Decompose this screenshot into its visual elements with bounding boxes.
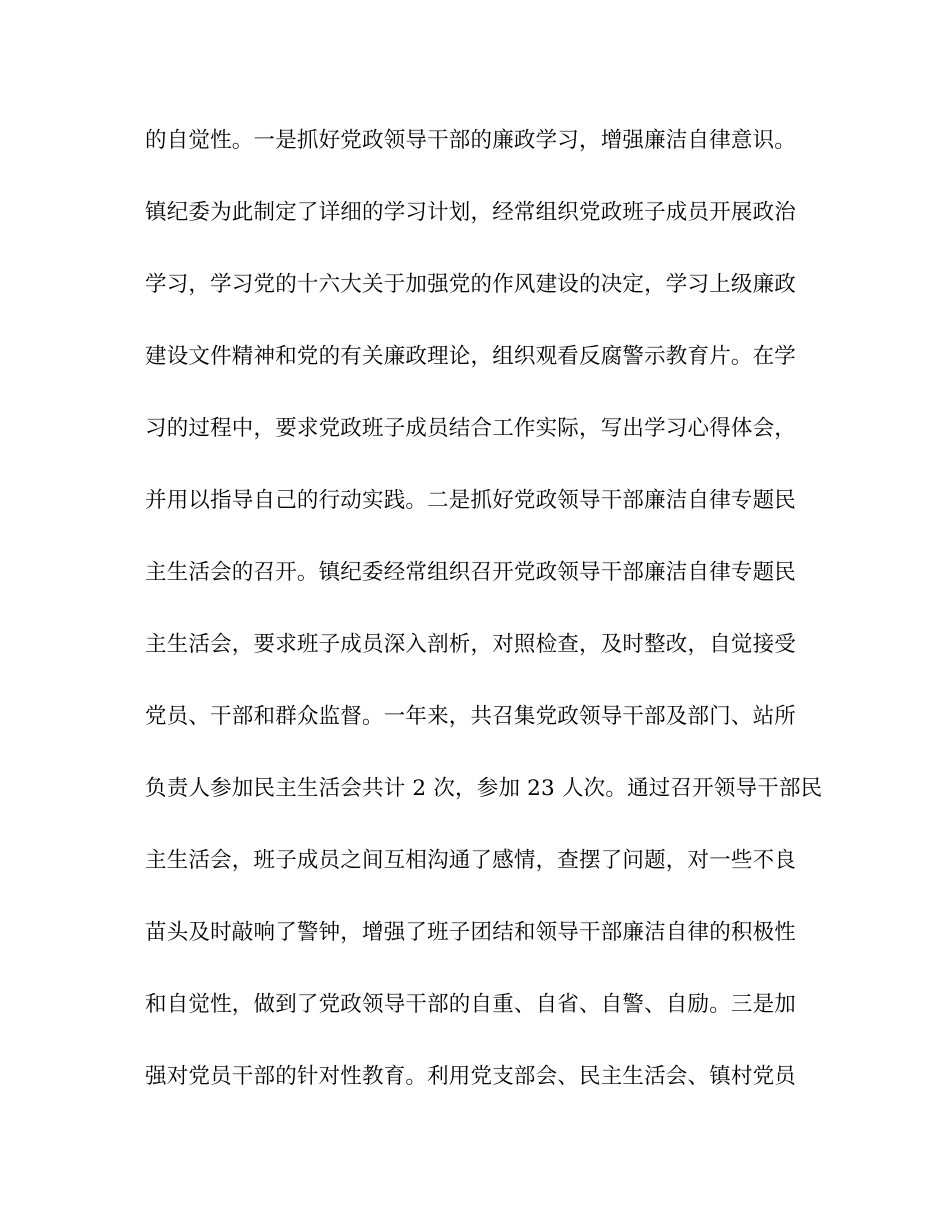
text-line: 镇纪委为此制定了详细的学习计划，经常组织党政班子成员开展政治 [145, 200, 797, 225]
text-line: 并用以指导自己的行动实践。二是抓好党政领导干部廉洁自律专题民 [145, 488, 797, 513]
text-line: 习的过程中，要求党政班子成员结合工作实际，写出学习心得体会， [145, 416, 797, 441]
text-line: 主生活会，要求班子成员深入剖析，对照检查，及时整改，自觉接受 [145, 632, 797, 657]
text-line: 强对党员干部的针对性教育。利用党支部会、民主生活会、镇村党员 [145, 1064, 797, 1089]
text-line: 和自觉性，做到了党政领导干部的自重、自省、自警、自励。三是加 [145, 992, 797, 1017]
text-line: 主生活会，班子成员之间互相沟通了感情，查摆了问题，对一些不良 [145, 848, 797, 873]
text-line: 苗头及时敲响了警钟，增强了班子团结和领导干部廉洁自律的积极性 [145, 920, 797, 945]
text-line: 学习，学习党的十六大关于加强党的作风建设的决定，学习上级廉政 [145, 272, 797, 297]
text-line: 建设文件精神和党的有关廉政理论，组织观看反腐警示教育片。在学 [145, 344, 797, 369]
text-line: 负责人参加民主生活会共计 2 次，参加 23 人次。通过召开领导干部民 [145, 776, 823, 801]
text-line: 的自觉性。一是抓好党政领导干部的廉政学习，增强廉洁自律意识。 [145, 128, 797, 153]
text-line: 主生活会的召开。镇纪委经常组织召开党政领导干部廉洁自律专题民 [145, 560, 797, 585]
body-text [145, 121, 823, 1129]
text-line: 党员、干部和群众监督。一年来，共召集党政领导干部及部门、站所 [145, 704, 797, 729]
